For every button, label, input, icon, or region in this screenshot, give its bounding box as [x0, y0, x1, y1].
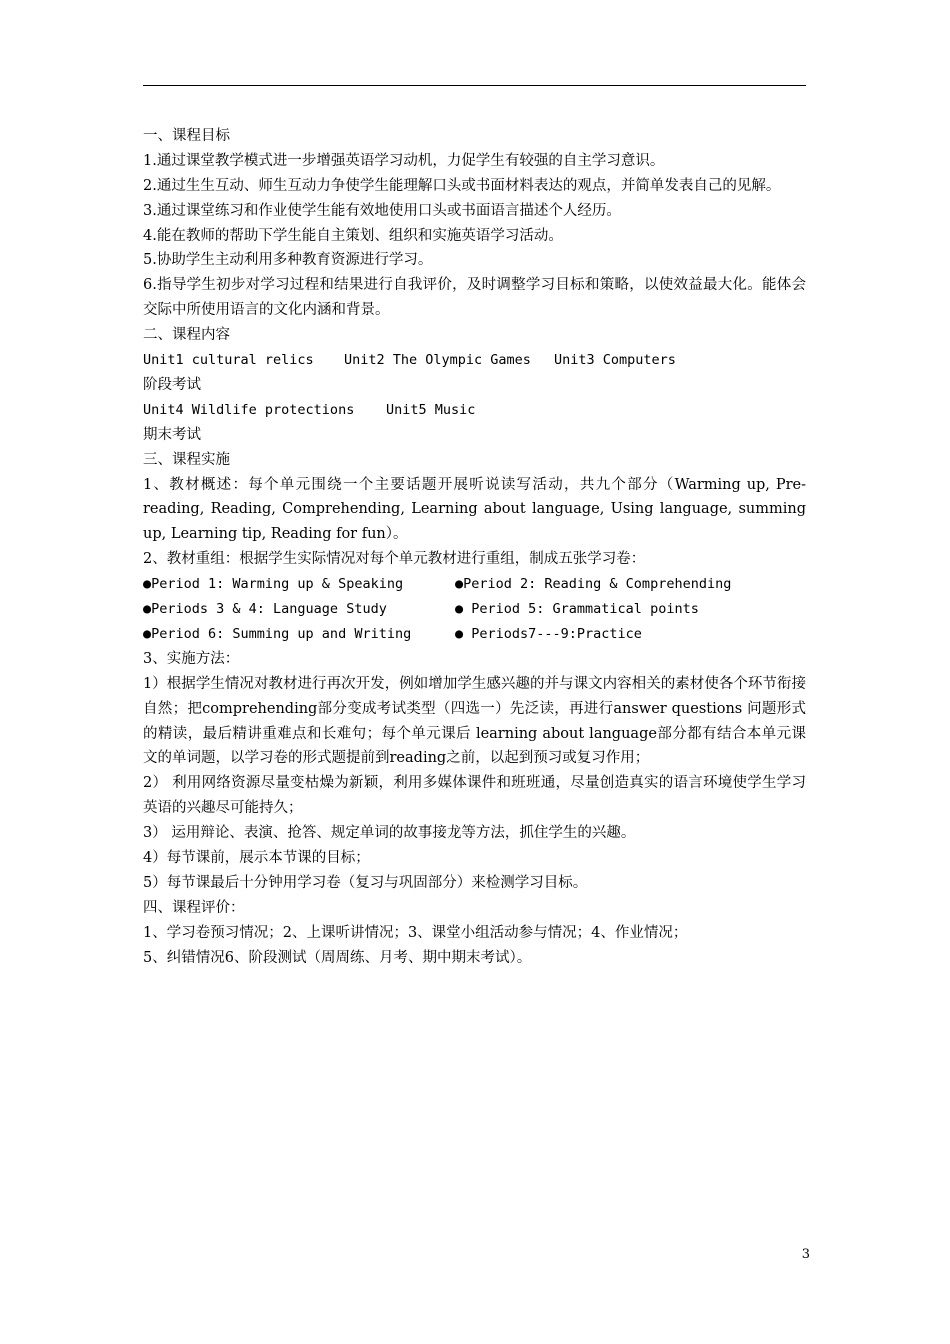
periods-row-1	[143, 572, 806, 597]
goal-item-5: 5.协助学生主动利用多种教育资源进行学习。	[143, 252, 433, 269]
section-heading-implementation: 三、课程实施	[143, 451, 230, 468]
periods-row-2	[143, 597, 806, 622]
goal-item-4: 4.能在教师的帮助下学生能自主策划、组织和实施英语学习活动。	[143, 227, 563, 244]
goal-item-2: 2.通过生生互动、师生互动力争使学生能理解口头或书面材料表达的观点，并简单发表自己的见解。	[143, 177, 781, 194]
period-1: ●Period 1: Warming up & Speaking	[143, 576, 404, 593]
unit-2: Unit2 The Olympic Games	[344, 352, 531, 369]
section-heading-evaluation: 四、课程评价：	[143, 899, 245, 916]
period-3-4: ●Periods 3 & 4: Language Study	[143, 601, 387, 618]
goal-item-3: 3.通过课堂练习和作业使学生能有效地使用口头或书面语言描述个人经历。	[143, 202, 621, 219]
periods-row-3	[143, 622, 806, 647]
textbook-reorganization: 2、教材重组：根据学生实际情况对每个单元教材进行重组，制成五张学习卷：	[143, 551, 646, 568]
period-5: ● Period 5: Grammatical points	[455, 601, 699, 618]
section-heading-content: 二、课程内容	[143, 327, 230, 344]
goal-item-1: 1.通过课堂教学模式进一步增强英语学习动机，力促学生有较强的自主学习意识。	[143, 152, 665, 169]
period-2: ●Period 2: Reading & Comprehending	[455, 576, 732, 593]
methods-heading: 3、实施方法：	[143, 650, 240, 667]
final-exam: 期末考试	[143, 426, 201, 443]
section-heading-goals: 一、课程目标	[143, 128, 230, 144]
goal-item-6: 6.指导学生初步对学习过程和结果进行自我评价，及时调整学习目标和策略，以使效益最大化。能体会交际中所使用语言的文化内涵和背景。	[143, 277, 806, 319]
method-item-4: 4）每节课前，展示本节课的目标；	[143, 850, 370, 867]
unit-5: Unit5 Music	[386, 401, 476, 418]
units-row-1	[143, 348, 806, 373]
document-body	[143, 124, 806, 970]
unit-3: Unit3 Computers	[554, 352, 676, 369]
stage-exam: 阶段考试	[143, 376, 201, 393]
textbook-overview: 1、教材概述：每个单元围绕一个主要话题开展听说读写活动，共九个部分（Warming up, Pre-reading, Reading, Comprehending, Learning about language, Using language, summing up, Learning tip, Reading for fun）。	[143, 476, 806, 543]
period-7-9: ● Periods7---9:Practice	[455, 625, 642, 642]
method-item-3: 3） 运用辩论、表演、抢答、规定单词的故事接龙等方法，抓住学生的兴趣。	[143, 825, 636, 842]
unit-4: Unit4 Wildlife protections	[143, 401, 355, 418]
method-item-1: 1）根据学生情况对教材进行再次开发，例如增加学生感兴趣的并与课文内容相关的素材使各个环节衔接自然；把comprehending部分变成考试类型（四选一）先泛读，再进行answer questions 问题形式的精读，最后精讲重难点和长难句；每个单元课后 learning about language部分都有结合本单元课文的单词题，以学习卷的形式题提前到reading之前，以起到预习或复习作用；	[143, 675, 806, 767]
method-item-5: 5）每节课最后十分钟用学习卷（复习与巩固部分）来检测学习目标。	[143, 874, 588, 891]
unit-1: Unit1 cultural relics	[143, 352, 314, 369]
period-6: ●Period 6: Summing up and Writing	[143, 625, 412, 642]
method-item-2: 2） 利用网络资源尽量变枯燥为新颖，利用多媒体课件和班班通，尽量创造真实的语言环境使学生学习英语的兴趣尽可能持久；	[143, 775, 806, 817]
header-rule	[143, 85, 806, 86]
evaluation-line-2: 5、纠错情况6、阶段测试（周周练、月考、期中期末考试）。	[143, 949, 532, 966]
evaluation-line-1: 1、学习卷预习情况；2、上课听讲情况；3、课堂小组活动参与情况；4、作业情况；	[143, 924, 688, 941]
units-row-2	[143, 398, 806, 423]
page-number: 3	[801, 1247, 810, 1262]
